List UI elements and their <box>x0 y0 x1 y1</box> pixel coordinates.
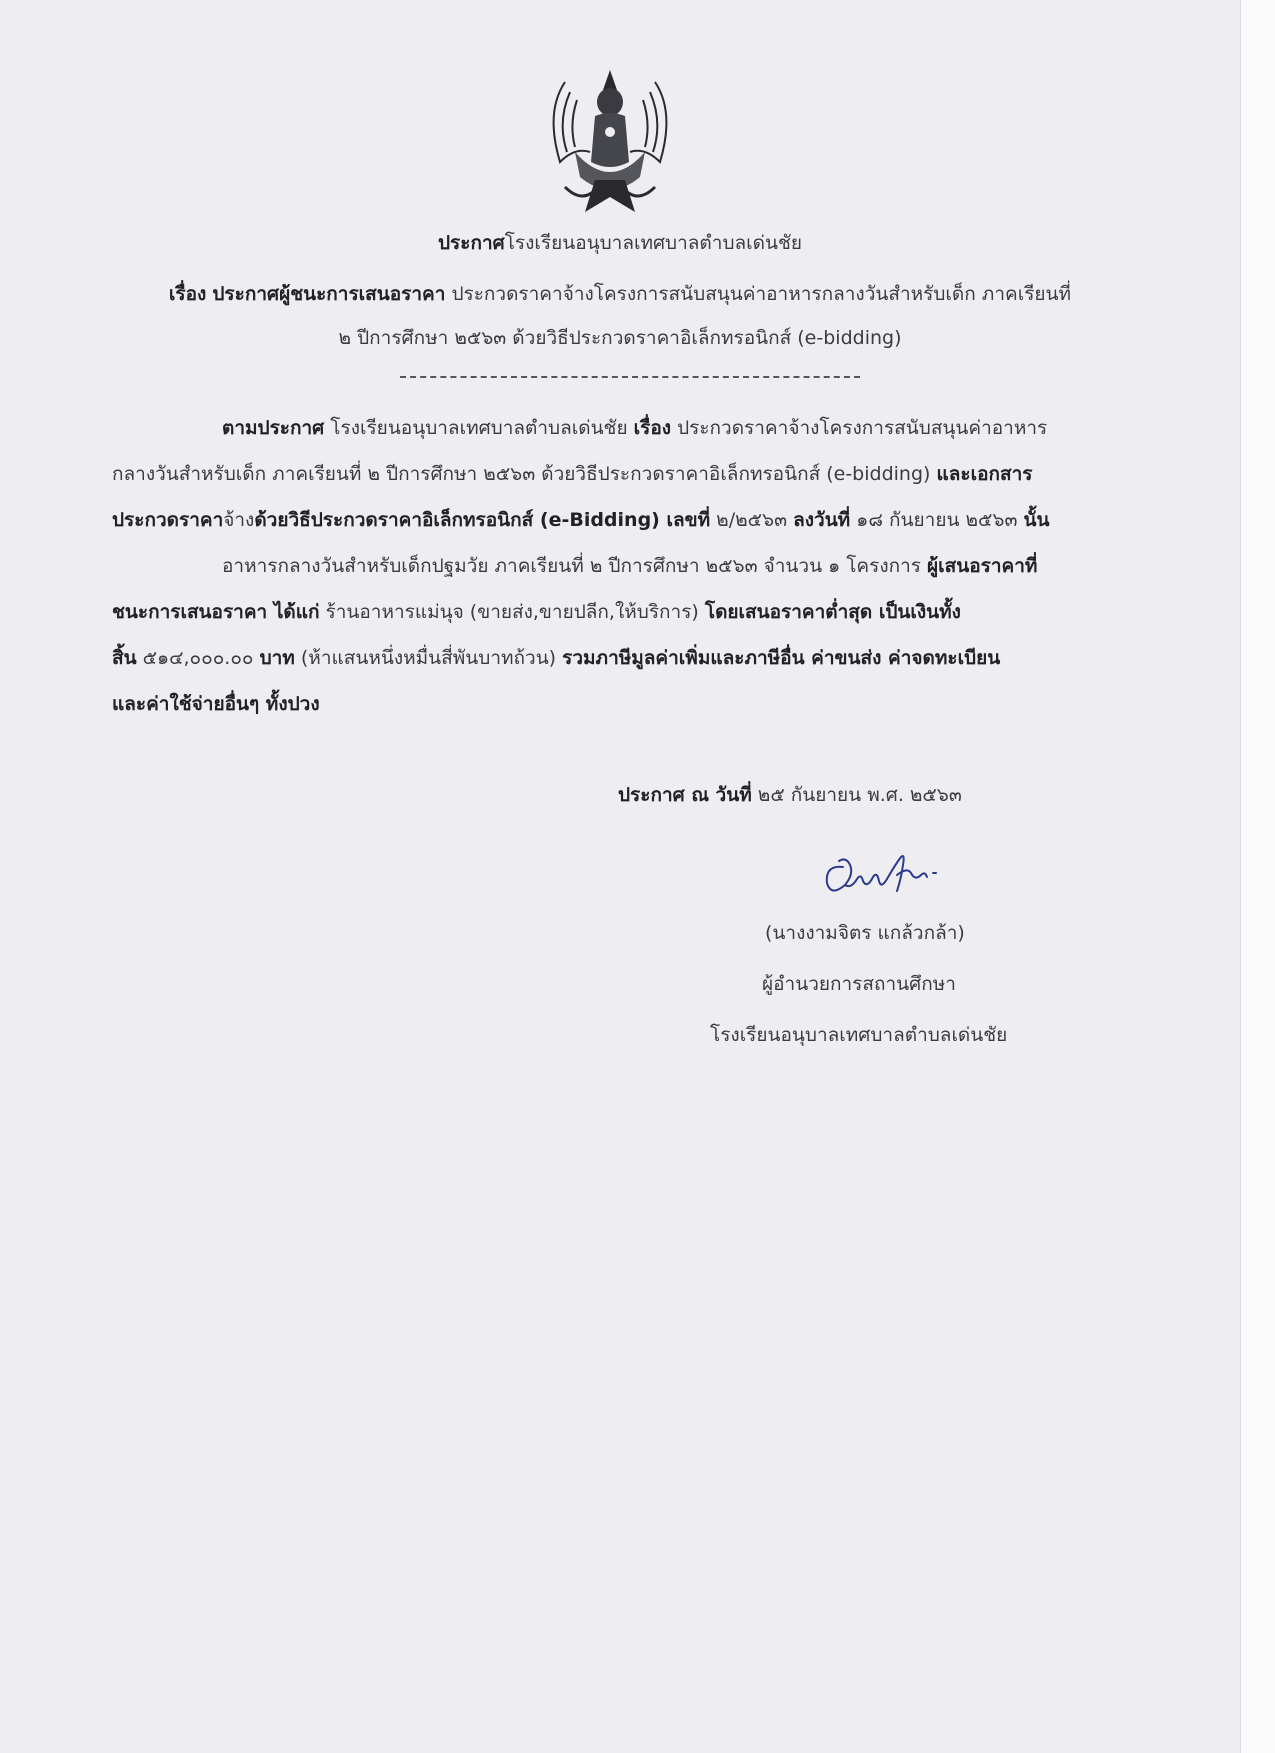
subject-bold: ประกาศผู้ชนะการเสนอราคา <box>212 283 446 305</box>
p2-line-4 <box>112 691 320 717</box>
title-org: โรงเรียนอนุบาลเทศบาลตำบลเด่นชัย <box>504 232 802 254</box>
p1-doc-number: ๒/๒๕๖๓ <box>716 509 788 531</box>
p2-winner-label-cont: ชนะการเสนอราคา ได้แก่ <box>112 601 320 623</box>
subject-line-1 <box>80 281 1160 307</box>
subject-rest-1: ประกวดราคาจ้างโครงการสนับสนุนค่าอาหารกลางวันสำหรับเด็ก ภาคเรียนที่ <box>451 283 1072 305</box>
separator-line <box>400 376 860 378</box>
p1-ref: ตามประกาศ <box>222 417 325 439</box>
p2-line-1 <box>222 553 1037 579</box>
signature-icon <box>815 845 965 905</box>
title-bold: ประกาศ <box>437 232 505 254</box>
p2-winner-name: ร้านอาหารแม่นุจ (ขายส่ง,ขายปลีก,ให้บริการ) <box>325 601 699 623</box>
p2-project: อาหารกลางวันสำหรับเด็กปฐมวัย ภาคเรียนที่ ๒ ปีการศึกษา ๒๕๖๓ จำนวน ๑ โครงการ <box>222 555 921 577</box>
p2-amount-words: (ห้าแสนหนึ่งหมื่นสี่พันบาทถ้วน) <box>300 647 557 669</box>
p1-line-1 <box>222 415 1047 441</box>
p1-org: โรงเรียนอนุบาลเทศบาลตำบลเด่นชัย <box>330 417 628 439</box>
p2-includes: รวมภาษีมูลค่าเพิ่มและภาษีอื่น ค่าขนส่ง ค่าจดทะเบียน <box>562 647 1001 669</box>
garuda-emblem-icon <box>535 52 685 222</box>
p1-subject-label: เรื่อง <box>633 417 672 439</box>
p1-line-3 <box>112 507 1049 533</box>
p1-docs-a: ประกวดราคา <box>112 509 224 531</box>
signatory-name-text: (นางงามจิตร แกล้วกล้า) <box>765 922 965 944</box>
signatory-position <box>762 971 956 997</box>
p1-date: ๑๘ กันยายน ๒๕๖๓ <box>856 509 1018 531</box>
page-edge <box>1240 0 1275 1753</box>
date-label: ประกาศ ณ วันที่ <box>618 784 752 806</box>
date-value: ๒๕ กันยายน พ.ศ. ๒๕๖๓ <box>757 784 962 806</box>
announcement-title <box>80 230 1160 256</box>
subject-label: เรื่อง <box>168 283 207 305</box>
signatory-organization-text: โรงเรียนอนุบาลเทศบาลตำบลเด่นชัย <box>710 1024 1008 1046</box>
p2-amount: ๕๑๔,๐๐๐.๐๐ <box>142 647 254 669</box>
p1-subject: ประกวดราคาจ้างโครงการสนับสนุนค่าอาหาร <box>677 417 1048 439</box>
p1-end: นั้น <box>1023 509 1050 531</box>
signatory-organization <box>710 1022 1007 1048</box>
p2-other-costs: และค่าใช้จ่ายอื่นๆ ทั้งปวง <box>112 693 320 715</box>
p2-price-label: โดยเสนอราคาต่ำสุด เป็นเงินทั้ง <box>704 601 961 623</box>
subject-rest-2: ๒ ปีการศึกษา ๒๕๖๓ ด้วยวิธีประกวดราคาอิเล็กทรอนิกส์ (e-bidding) <box>338 327 902 349</box>
signatory-name <box>765 920 965 946</box>
p2-currency: บาท <box>259 647 295 669</box>
p1-docs: และเอกสาร <box>936 463 1033 485</box>
announcement-date <box>618 782 962 808</box>
p1-date-label: ลงวันที่ <box>793 509 851 531</box>
p2-total-label: สิ้น <box>112 647 137 669</box>
p1-line-2 <box>112 461 1032 487</box>
p1-subject-cont: กลางวันสำหรับเด็ก ภาคเรียนที่ ๒ ปีการศึกษา ๒๕๖๓ ด้วยวิธีประกวดราคาอิเล็กทรอนิกส์ (e-bidding) <box>112 463 931 485</box>
p2-winner-label: ผู้เสนอราคาที่ <box>927 555 1038 577</box>
p2-line-3 <box>112 645 1000 671</box>
p1-docs-b: จ้าง <box>223 509 255 531</box>
subject-line-2 <box>80 325 1160 351</box>
p2-line-2 <box>112 599 961 625</box>
signatory-position-text: ผู้อำนวยการสถานศึกษา <box>762 973 956 995</box>
p1-docs-c: ด้วยวิธีประกวดราคาอิเล็กทรอนิกส์ (e-Bidding) เลขที่ <box>254 509 711 531</box>
